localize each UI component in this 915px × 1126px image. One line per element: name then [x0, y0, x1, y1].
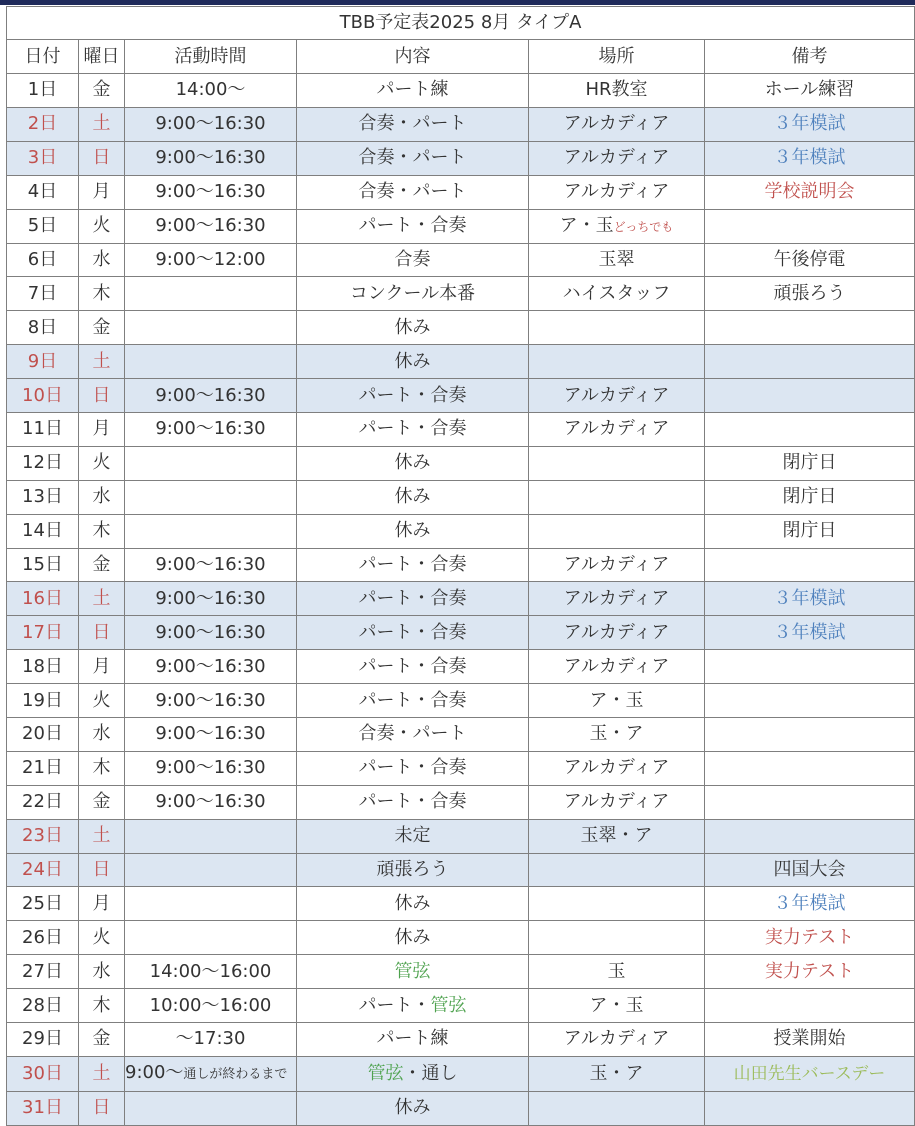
- content-cell: 休み: [297, 345, 529, 379]
- date-cell: 3日: [7, 141, 79, 175]
- date-cell: 27日: [7, 955, 79, 989]
- place-cell: アルカディア: [529, 107, 705, 141]
- date-cell: 1日: [7, 74, 79, 108]
- table-row: [7, 1091, 915, 1125]
- place-cell: [529, 311, 705, 345]
- weekday-cell: 木: [79, 277, 125, 311]
- date-cell: 7日: [7, 277, 79, 311]
- place-cell: アルカディア: [529, 413, 705, 447]
- place-cell: 玉・ア: [529, 718, 705, 752]
- note-cell: 実力テスト: [705, 921, 915, 955]
- place-text: ア・玉: [559, 214, 614, 236]
- place-cell: HR教室: [529, 74, 705, 108]
- note-cell: 閉庁日: [705, 480, 915, 514]
- place-cell: [529, 514, 705, 548]
- time-cell: ～17:30: [125, 1023, 297, 1057]
- weekday-cell: 金: [79, 785, 125, 819]
- date-cell: 6日: [7, 243, 79, 277]
- place-cell: [529, 480, 705, 514]
- table-row: [7, 277, 915, 311]
- place-cell: [529, 853, 705, 887]
- date-cell: 10日: [7, 379, 79, 413]
- date-cell: 5日: [7, 209, 79, 243]
- content-cell: 合奏・パート: [297, 141, 529, 175]
- note-cell: [705, 751, 915, 785]
- date-cell: 8日: [7, 311, 79, 345]
- content-cell: 合奏・パート: [297, 107, 529, 141]
- time-cell: [125, 345, 297, 379]
- time-cell: 9:00～16:30: [125, 684, 297, 718]
- content-cell: パート練: [297, 1023, 529, 1057]
- content-cell: 合奏: [297, 243, 529, 277]
- time-cell: 14:00～16:00: [125, 955, 297, 989]
- weekday-cell: 日: [79, 1091, 125, 1125]
- content-part: ・通し: [403, 1062, 458, 1084]
- note-cell: ３年模試: [705, 616, 915, 650]
- note-cell: [705, 345, 915, 379]
- content-cell: 未定: [297, 819, 529, 853]
- content-cell: 管弦: [297, 955, 529, 989]
- time-cell: 9:00～16:30: [125, 141, 297, 175]
- header-date: 日付: [7, 40, 79, 74]
- place-cell: アルカディア: [529, 175, 705, 209]
- place-cell: [529, 921, 705, 955]
- date-cell: 17日: [7, 616, 79, 650]
- content-cell: コンクール本番: [297, 277, 529, 311]
- weekday-cell: 土: [79, 107, 125, 141]
- note-cell: [705, 718, 915, 752]
- table-row: [7, 1023, 915, 1057]
- table-row: [7, 751, 915, 785]
- weekday-cell: 日: [79, 616, 125, 650]
- time-cell: 9:00～16:30: [125, 175, 297, 209]
- note-cell: 四国大会: [705, 853, 915, 887]
- weekday-cell: 日: [79, 379, 125, 413]
- date-cell: 21日: [7, 751, 79, 785]
- note-cell: ３年模試: [705, 582, 915, 616]
- date-cell: 20日: [7, 718, 79, 752]
- note-cell: 閉庁日: [705, 446, 915, 480]
- table-row: [7, 379, 915, 413]
- table-row: [7, 616, 915, 650]
- schedule-title: TBB予定表2025 8月 タイプA: [7, 7, 915, 40]
- date-cell: 14日: [7, 514, 79, 548]
- time-cell: 9:00～16:30: [125, 718, 297, 752]
- note-cell: [705, 548, 915, 582]
- weekday-cell: 土: [79, 1056, 125, 1091]
- note-cell: ３年模試: [705, 141, 915, 175]
- date-cell: 24日: [7, 853, 79, 887]
- title-row: [7, 7, 915, 40]
- place-cell: アルカディア: [529, 785, 705, 819]
- time-cell: 10:00～16:00: [125, 989, 297, 1023]
- date-cell: 22日: [7, 785, 79, 819]
- content-cell: 休み: [297, 1091, 529, 1125]
- place-cell: アルカディア: [529, 1023, 705, 1057]
- date-cell: 13日: [7, 480, 79, 514]
- content-cell: 頑張ろう: [297, 853, 529, 887]
- content-cell: 休み: [297, 311, 529, 345]
- table-row: [7, 955, 915, 989]
- content-cell: パート・合奏: [297, 650, 529, 684]
- time-cell: [125, 480, 297, 514]
- place-cell: [529, 446, 705, 480]
- place-cell: 玉翠: [529, 243, 705, 277]
- place-cell: アルカディア: [529, 650, 705, 684]
- date-cell: 9日: [7, 345, 79, 379]
- time-cell: [125, 514, 297, 548]
- table-row: [7, 785, 915, 819]
- date-cell: 12日: [7, 446, 79, 480]
- weekday-cell: 木: [79, 989, 125, 1023]
- note-cell: [705, 209, 915, 243]
- weekday-cell: 土: [79, 345, 125, 379]
- table-row: [7, 718, 915, 752]
- header-weekday: 曜日: [79, 40, 125, 74]
- weekday-cell: 水: [79, 718, 125, 752]
- table-row: [7, 819, 915, 853]
- note-cell: 実力テスト: [705, 955, 915, 989]
- weekday-cell: 水: [79, 480, 125, 514]
- weekday-cell: 木: [79, 751, 125, 785]
- content-cell: パート練: [297, 74, 529, 108]
- content-cell: [297, 1056, 529, 1091]
- note-cell: 頑張ろう: [705, 277, 915, 311]
- place-cell: ア・玉: [529, 989, 705, 1023]
- header-note: 備考: [705, 40, 915, 74]
- place-cell: 玉翠・ア: [529, 819, 705, 853]
- time-cell: 9:00～16:30: [125, 751, 297, 785]
- note-cell: 学校説明会: [705, 175, 915, 209]
- time-cell: 9:00～16:30: [125, 616, 297, 650]
- time-text: 9:00～: [125, 1061, 184, 1083]
- place-cell: アルカディア: [529, 141, 705, 175]
- date-cell: 2日: [7, 107, 79, 141]
- note-cell: ホール練習: [705, 74, 915, 108]
- time-cell: [125, 819, 297, 853]
- date-cell: 28日: [7, 989, 79, 1023]
- content-cell: パート・合奏: [297, 413, 529, 447]
- place-cell: [529, 887, 705, 921]
- content-cell: 休み: [297, 887, 529, 921]
- place-extra-text: どっちでも: [613, 219, 674, 234]
- place-cell: アルカディア: [529, 548, 705, 582]
- content-part: 管弦: [430, 994, 467, 1016]
- weekday-cell: 金: [79, 548, 125, 582]
- note-cell: [705, 989, 915, 1023]
- weekday-cell: 月: [79, 413, 125, 447]
- place-cell: [529, 209, 705, 243]
- time-cell: 9:00～16:30: [125, 379, 297, 413]
- content-cell: パート・合奏: [297, 751, 529, 785]
- date-cell: 11日: [7, 413, 79, 447]
- note-cell: ３年模試: [705, 107, 915, 141]
- content-cell: 合奏・パート: [297, 175, 529, 209]
- table-row: [7, 480, 915, 514]
- place-cell: アルカディア: [529, 751, 705, 785]
- table-row: [7, 74, 915, 108]
- time-cell: 14:00～: [125, 74, 297, 108]
- table-row: [7, 989, 915, 1023]
- weekday-cell: 金: [79, 1023, 125, 1057]
- table-row: [7, 548, 915, 582]
- weekday-cell: 火: [79, 684, 125, 718]
- weekday-cell: 日: [79, 853, 125, 887]
- table-row: [7, 209, 915, 243]
- date-cell: 31日: [7, 1091, 79, 1125]
- top-border: [0, 0, 915, 5]
- time-cell: [125, 853, 297, 887]
- note-cell: ３年模試: [705, 887, 915, 921]
- time-cell: [125, 1091, 297, 1125]
- content-cell: パート・合奏: [297, 548, 529, 582]
- time-cell: [125, 446, 297, 480]
- content-cell: 合奏・パート: [297, 718, 529, 752]
- date-cell: 16日: [7, 582, 79, 616]
- time-cell: 9:00～16:30: [125, 548, 297, 582]
- date-cell: 4日: [7, 175, 79, 209]
- time-cell: 9:00～16:30: [125, 413, 297, 447]
- weekday-cell: 日: [79, 141, 125, 175]
- place-cell: [529, 345, 705, 379]
- note-cell: [705, 1091, 915, 1125]
- note-cell: 閉庁日: [705, 514, 915, 548]
- note-cell: [705, 413, 915, 447]
- schedule-table: [6, 6, 915, 1126]
- date-cell: 25日: [7, 887, 79, 921]
- table-row: [7, 514, 915, 548]
- note-cell: [705, 311, 915, 345]
- weekday-cell: 火: [79, 921, 125, 955]
- content-part: パート・: [358, 994, 431, 1016]
- table-row: [7, 1056, 915, 1091]
- table-row: [7, 311, 915, 345]
- content-cell: パート・合奏: [297, 379, 529, 413]
- note-cell: [705, 650, 915, 684]
- content-cell: パート・合奏: [297, 616, 529, 650]
- content-cell: 休み: [297, 514, 529, 548]
- table-row: [7, 413, 915, 447]
- date-cell: 15日: [7, 548, 79, 582]
- date-cell: 18日: [7, 650, 79, 684]
- time-cell: [125, 887, 297, 921]
- weekday-cell: 火: [79, 446, 125, 480]
- time-cell: 9:00～16:30: [125, 209, 297, 243]
- table-row: [7, 141, 915, 175]
- time-cell: [125, 311, 297, 345]
- header-place: 場所: [529, 40, 705, 74]
- weekday-cell: 水: [79, 955, 125, 989]
- weekday-cell: 水: [79, 243, 125, 277]
- time-cell: 9:00～16:30: [125, 582, 297, 616]
- date-cell: 29日: [7, 1023, 79, 1057]
- place-cell: アルカディア: [529, 616, 705, 650]
- date-cell: 23日: [7, 819, 79, 853]
- header-content: 内容: [297, 40, 529, 74]
- weekday-cell: 金: [79, 311, 125, 345]
- weekday-cell: 火: [79, 209, 125, 243]
- table-row: [7, 243, 915, 277]
- table-row: [7, 582, 915, 616]
- time-cell: 9:00～16:30: [125, 785, 297, 819]
- table-row: [7, 175, 915, 209]
- note-cell: [705, 379, 915, 413]
- weekday-cell: 木: [79, 514, 125, 548]
- time-cell: 9:00～16:30: [125, 650, 297, 684]
- table-row: [7, 684, 915, 718]
- header-row: [7, 40, 915, 74]
- place-cell: ア・玉: [529, 684, 705, 718]
- date-cell: 30日: [7, 1056, 79, 1091]
- weekday-cell: 土: [79, 819, 125, 853]
- table-row: [7, 345, 915, 379]
- weekday-cell: 土: [79, 582, 125, 616]
- weekday-cell: 金: [79, 74, 125, 108]
- weekday-cell: 月: [79, 175, 125, 209]
- time-cell: 9:00～12:00: [125, 243, 297, 277]
- table-row: [7, 446, 915, 480]
- time-cell: [125, 921, 297, 955]
- note-cell: [705, 684, 915, 718]
- time-cell: [125, 1056, 297, 1091]
- content-cell: 休み: [297, 921, 529, 955]
- table-row: [7, 107, 915, 141]
- weekday-cell: 月: [79, 650, 125, 684]
- place-cell: アルカディア: [529, 582, 705, 616]
- table-row: [7, 887, 915, 921]
- content-cell: 休み: [297, 446, 529, 480]
- time-extra-text: 通しが終わるまで: [183, 1066, 288, 1082]
- weekday-cell: 月: [79, 887, 125, 921]
- place-cell: アルカディア: [529, 379, 705, 413]
- note-cell: 授業開始: [705, 1023, 915, 1057]
- time-cell: 9:00～16:30: [125, 107, 297, 141]
- place-cell: 玉・ア: [529, 1056, 705, 1091]
- content-cell: パート・合奏: [297, 582, 529, 616]
- table-row: [7, 650, 915, 684]
- note-cell: [705, 785, 915, 819]
- content-cell: パート・合奏: [297, 785, 529, 819]
- header-time: 活動時間: [125, 40, 297, 74]
- content-cell: パート・合奏: [297, 684, 529, 718]
- date-cell: 19日: [7, 684, 79, 718]
- content-cell: [297, 989, 529, 1023]
- place-cell: [529, 1091, 705, 1125]
- place-cell: ハイスタッフ: [529, 277, 705, 311]
- place-cell: 玉: [529, 955, 705, 989]
- content-cell: パート・合奏: [297, 209, 529, 243]
- note-cell: 山田先生バースデー: [705, 1056, 915, 1091]
- content-cell: 休み: [297, 480, 529, 514]
- table-row: [7, 921, 915, 955]
- schedule-rows: [7, 74, 915, 1126]
- note-cell: [705, 819, 915, 853]
- content-part: 管弦: [367, 1062, 404, 1084]
- note-cell: 午後停電: [705, 243, 915, 277]
- date-cell: 26日: [7, 921, 79, 955]
- table-row: [7, 853, 915, 887]
- time-cell: [125, 277, 297, 311]
